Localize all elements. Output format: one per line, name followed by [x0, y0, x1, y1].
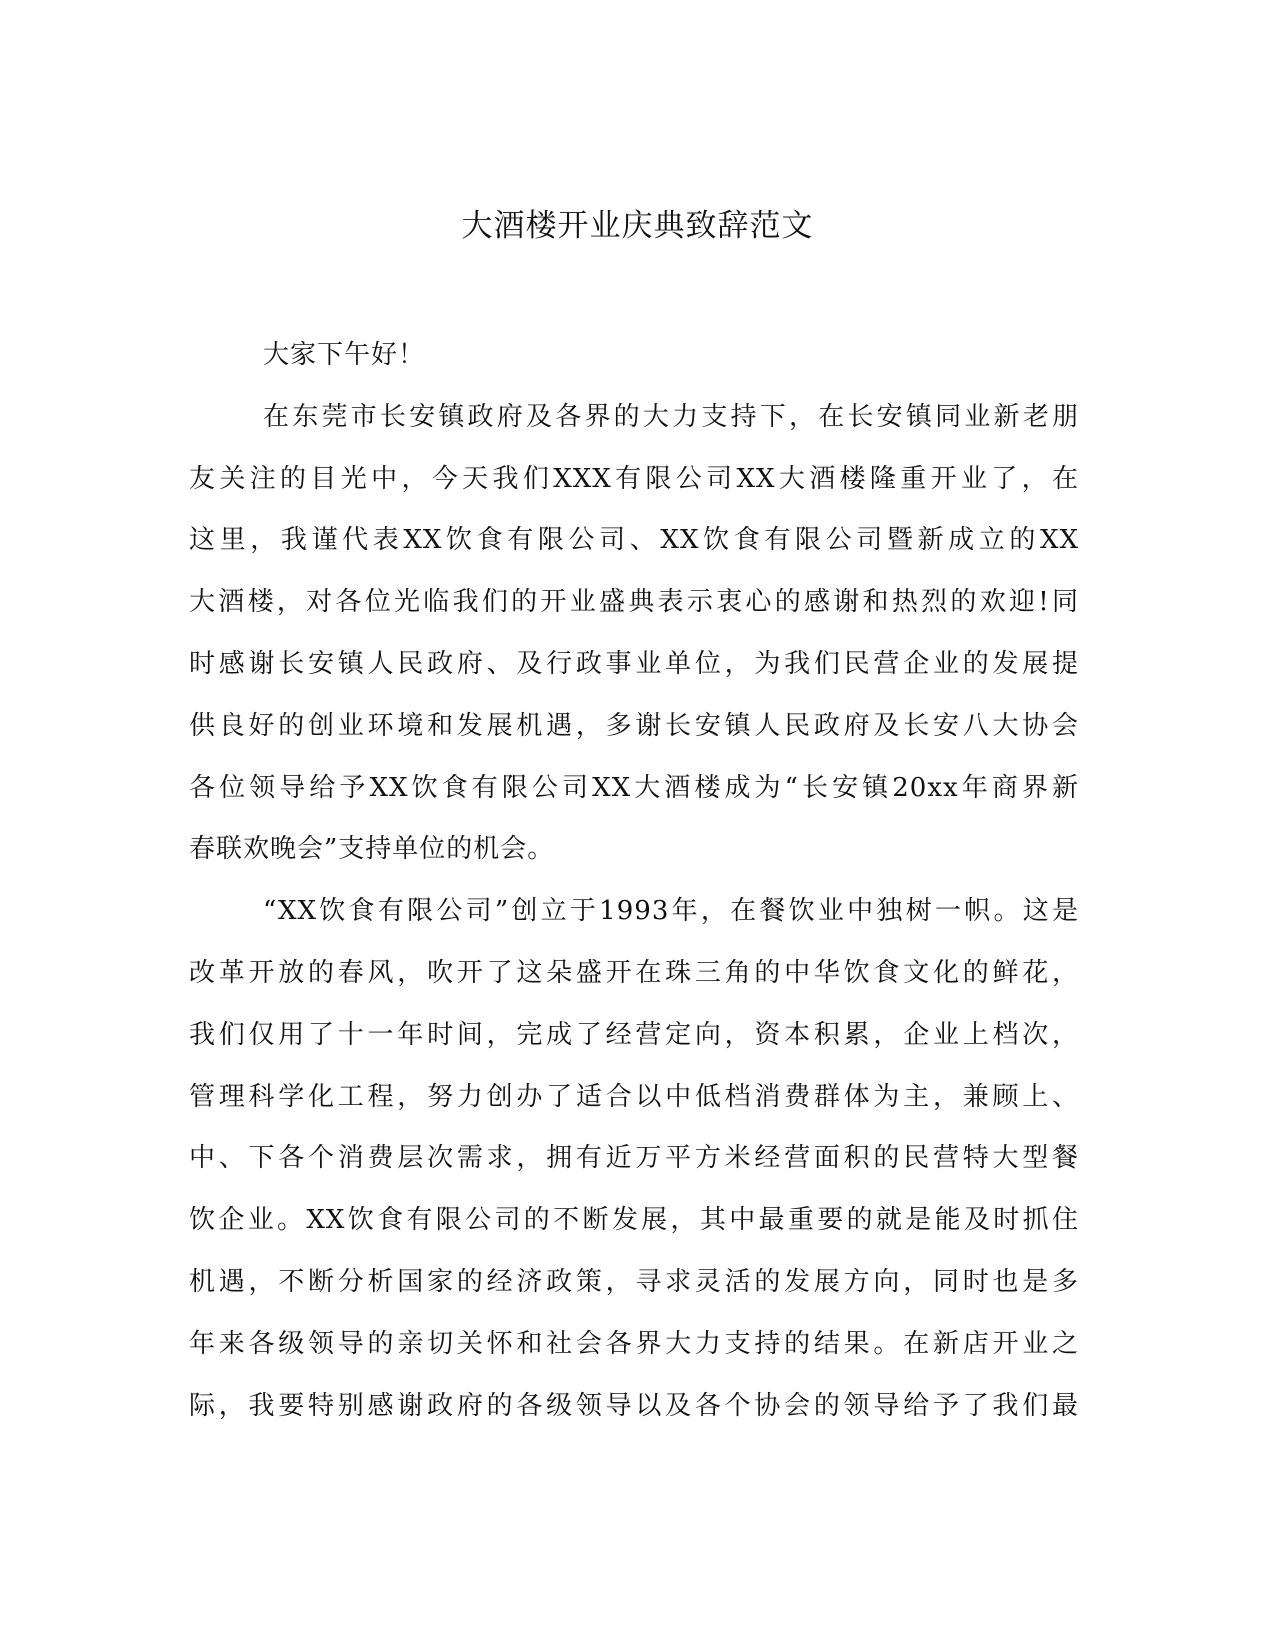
document-title: 大酒楼开业庆典致辞范文: [461, 208, 814, 244]
text-line: 改革开放的春风，吹开了这朵盛开在珠三角的中华饮食文化的鲜花，: [189, 957, 1079, 988]
text-line: 时感谢长安镇人民政府、及行政事业单位，为我们民营企业的发展提: [189, 648, 1079, 679]
text-line: 供良好的创业环境和发展机遇，多谢长安镇人民政府及长安八大协会: [189, 710, 1079, 741]
text-line: 饮企业。XX饮食有限公司的不断发展，其中最重要的就是能及时抓住: [189, 1205, 1079, 1236]
text-line: 我们仅用了十一年时间，完成了经营定向，资本积累，企业上档次，: [189, 1019, 1079, 1050]
text-line: 大酒楼，对各位光临我们的开业盛典表示衷心的感谢和热烈的欢迎!同: [189, 587, 1079, 618]
text-line: 友关注的目光中，今天我们XXX有限公司XX大酒楼隆重开业了，在: [189, 463, 1079, 494]
text-line: 管理科学化工程，努力创办了适合以中低档消费群体为主，兼顾上、: [189, 1081, 1079, 1112]
text-line: 各位领导给予XX饮食有限公司XX大酒楼成为“长安镇20xx年商界新: [189, 772, 1079, 803]
text-line: 机遇，不断分析国家的经济政策，寻求灵活的发展方向，同时也是多: [189, 1266, 1079, 1297]
text-line: 年来各级领导的亲切关怀和社会各界大力支持的结果。在新店开业之: [189, 1328, 1079, 1359]
text-line: 际，我要特别感谢政府的各级领导以及各个协会的领导给予了我们最: [189, 1390, 1079, 1421]
text-line: 春联欢晚会”支持单位的机会。: [189, 834, 555, 865]
text-line: 大家下午好！: [263, 340, 426, 370]
text-line: 中、下各个消费层次需求，拥有近万平方米经营面积的民营特大型餐: [189, 1143, 1079, 1174]
text-line: 这里，我谨代表XX饮食有限公司、XX饮食有限公司暨新成立的XX: [189, 525, 1079, 556]
text-line: “XX饮食有限公司”创立于1993年，在餐饮业中独树一帜。这是: [263, 896, 1079, 927]
document-body: [189, 325, 1079, 1437]
text-line: 在东莞市长安镇政府及各界的大力支持下，在长安镇同业新老朋: [263, 401, 1079, 432]
